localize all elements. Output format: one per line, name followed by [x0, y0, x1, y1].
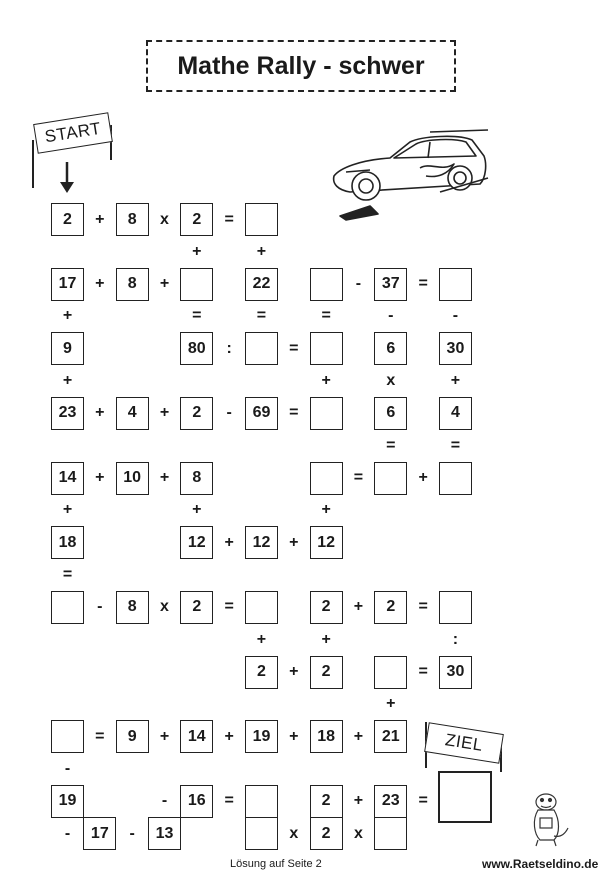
operator-cell: = [418, 598, 428, 616]
finish-sign-board [424, 722, 504, 764]
answer-cell[interactable] [374, 656, 407, 689]
number-cell: 23 [51, 397, 84, 430]
number-cell: 19 [51, 785, 84, 818]
number-cell: 9 [51, 332, 84, 365]
operator-cell: = [289, 404, 299, 422]
number-cell: 10 [116, 462, 149, 495]
operator-cell: x [160, 598, 169, 616]
number-cell: 12 [180, 526, 213, 559]
answer-cell[interactable] [374, 817, 407, 850]
operator-cell: + [192, 501, 202, 519]
answer-cell[interactable] [245, 785, 278, 818]
answer-cell[interactable] [245, 332, 278, 365]
number-cell: 80 [180, 332, 213, 365]
number-cell: 17 [83, 817, 116, 850]
operator-cell: = [224, 210, 234, 228]
operator-cell: x [160, 210, 169, 228]
operator-cell: = [256, 307, 267, 325]
number-cell: 21 [374, 720, 407, 753]
operator-cell: + [192, 242, 202, 260]
operator-cell: - [388, 307, 394, 325]
number-cell: 8 [180, 462, 213, 495]
number-cell: 2 [310, 656, 343, 689]
operator-cell: = [321, 307, 331, 325]
answer-cell[interactable] [245, 817, 278, 850]
operator-cell: = [418, 792, 428, 810]
operator-cell: - [64, 760, 71, 778]
operator-cell: + [450, 372, 461, 390]
operator-cell: + [224, 727, 234, 745]
operator-cell: = [224, 792, 234, 810]
answer-cell[interactable] [374, 462, 407, 495]
operator-cell: = [289, 339, 299, 357]
answer-cell[interactable] [439, 462, 472, 495]
answer-cell[interactable] [51, 591, 84, 624]
number-cell: 2 [180, 397, 213, 430]
operator-cell: + [418, 469, 428, 487]
operator-cell: + [159, 275, 170, 293]
operator-cell: = [450, 436, 461, 454]
answer-cell[interactable] [310, 332, 343, 365]
operator-cell: - [452, 307, 459, 325]
operator-cell: = [353, 469, 364, 487]
operator-cell: + [289, 727, 299, 745]
number-cell: 2 [51, 203, 84, 236]
operator-cell: + [321, 630, 331, 648]
number-cell: 12 [310, 526, 343, 559]
answer-cell[interactable] [245, 591, 278, 624]
start-sign-pole-left [32, 140, 34, 188]
operator-cell: + [353, 792, 364, 810]
operator-cell: + [62, 372, 73, 390]
operator-cell: = [62, 566, 73, 584]
operator-cell: x [289, 824, 299, 842]
operator-cell: = [418, 663, 428, 681]
operator-cell: + [256, 630, 267, 648]
operator-cell: + [159, 727, 170, 745]
number-cell: 16 [180, 785, 213, 818]
operator-cell: - [64, 824, 71, 842]
operator-cell: + [353, 598, 364, 616]
number-cell: 18 [51, 526, 84, 559]
answer-cell[interactable] [439, 268, 472, 301]
operator-cell: : [226, 339, 232, 357]
operator-cell: : [452, 630, 459, 648]
answer-cell[interactable] [180, 268, 213, 301]
number-cell: 8 [116, 268, 149, 301]
race-car-illustration [330, 128, 490, 228]
operator-cell: + [224, 533, 234, 551]
number-cell: 30 [439, 332, 472, 365]
operator-cell: - [129, 824, 135, 842]
operator-cell: x [354, 824, 363, 842]
number-cell: 8 [116, 591, 149, 624]
operator-cell: + [159, 404, 170, 422]
operator-cell: + [95, 469, 105, 487]
operator-cell: - [161, 792, 168, 810]
operator-cell: + [321, 501, 331, 519]
number-cell: 18 [310, 720, 343, 753]
number-cell: 12 [245, 526, 278, 559]
number-cell: 17 [51, 268, 84, 301]
operator-cell: + [62, 307, 73, 325]
operator-cell: + [386, 695, 396, 713]
operator-cell: + [159, 469, 170, 487]
number-cell: 30 [439, 656, 472, 689]
number-cell: 23 [374, 785, 407, 818]
number-cell: 6 [374, 397, 407, 430]
answer-cell[interactable] [51, 720, 84, 753]
number-cell: 13 [148, 817, 181, 850]
operator-cell: + [321, 372, 331, 390]
answer-cell[interactable] [310, 268, 343, 301]
number-cell: 2 [310, 817, 343, 850]
number-cell: 2 [310, 785, 343, 818]
operator-cell: = [386, 436, 396, 454]
operator-cell: - [226, 404, 232, 422]
start-label: START [43, 118, 103, 147]
number-cell: 2 [180, 203, 213, 236]
operator-cell: - [97, 598, 103, 616]
answer-cell[interactable] [439, 591, 472, 624]
finish-label: ZIEL [443, 730, 485, 755]
solution-note: Lösung auf Seite 2 [230, 858, 322, 870]
number-cell: 14 [51, 462, 84, 495]
number-cell: 37 [374, 268, 407, 301]
number-cell: 6 [374, 332, 407, 365]
number-cell: 2 [374, 591, 407, 624]
website-link[interactable]: www.Raetseldino.de [482, 857, 599, 871]
operator-cell: + [289, 663, 299, 681]
final-answer-box[interactable] [438, 771, 492, 823]
number-cell: 4 [439, 397, 472, 430]
operator-cell: + [256, 242, 267, 260]
page-title: Mathe Rally - schwer [177, 51, 425, 80]
number-cell: 19 [245, 720, 278, 753]
dino-mascot-logo [522, 790, 570, 850]
number-cell: 2 [245, 656, 278, 689]
operator-cell: + [62, 501, 73, 519]
operator-cell: + [95, 404, 105, 422]
title-box [146, 40, 456, 92]
answer-cell[interactable] [245, 203, 278, 236]
number-cell: 4 [116, 397, 149, 430]
number-cell: 9 [116, 720, 149, 753]
operator-cell: + [289, 533, 299, 551]
operator-cell: = [224, 598, 234, 616]
operator-cell: = [418, 275, 428, 293]
operator-cell: + [95, 275, 105, 293]
operator-cell: + [353, 727, 364, 745]
number-cell: 22 [245, 268, 278, 301]
operator-cell: = [192, 307, 202, 325]
start-sign-board [33, 112, 113, 154]
number-cell: 69 [245, 397, 278, 430]
operator-cell: - [355, 275, 362, 293]
answer-cell[interactable] [310, 462, 343, 495]
operator-cell: x [386, 372, 396, 390]
number-cell: 14 [180, 720, 213, 753]
operator-cell: + [95, 210, 105, 228]
answer-cell[interactable] [310, 397, 343, 430]
number-cell: 2 [310, 591, 343, 624]
number-cell: 8 [116, 203, 149, 236]
number-cell: 2 [180, 591, 213, 624]
down-arrow-icon [58, 162, 76, 194]
operator-cell: = [95, 727, 105, 745]
